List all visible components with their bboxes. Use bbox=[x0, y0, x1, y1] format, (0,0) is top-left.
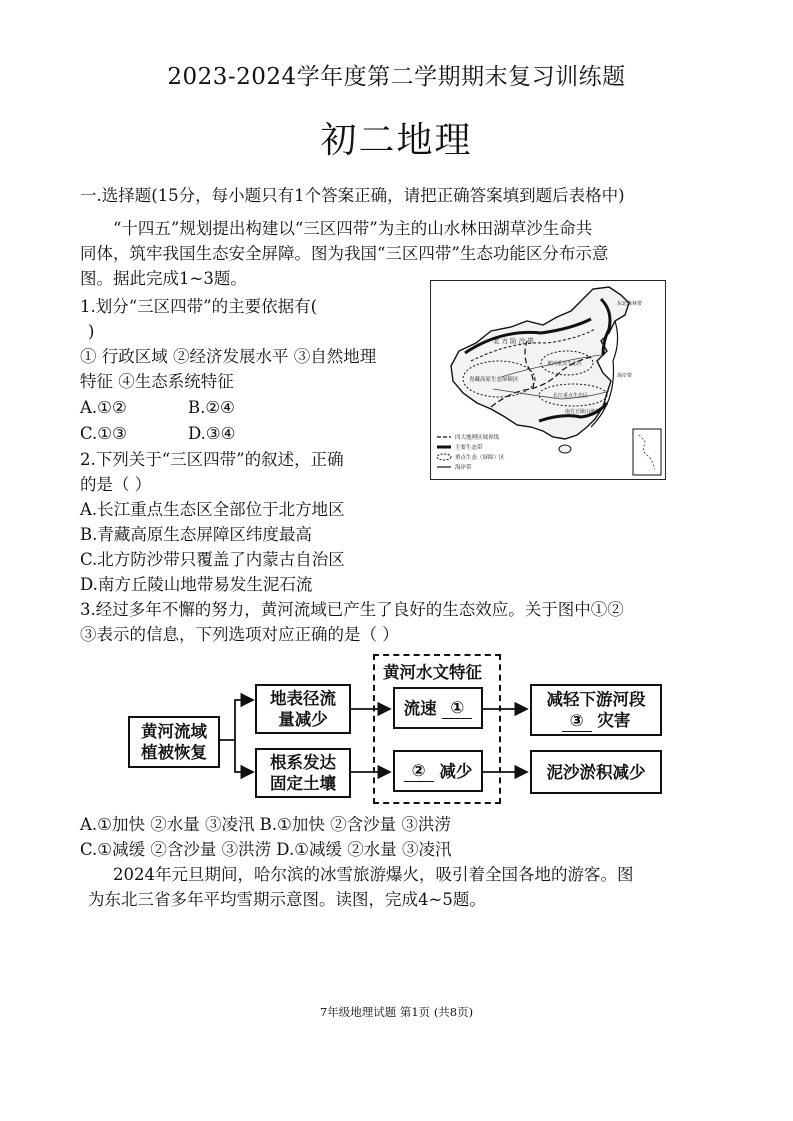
china-outline bbox=[451, 287, 629, 439]
q2-stem: 2.下列关于“三区四带”的叙述，正确 bbox=[80, 450, 344, 469]
map-label-south-hills: 南方丘陵山地带 bbox=[565, 409, 601, 415]
q2-option-d[interactable]: D.南方丘陵山地带易发生泥石流 bbox=[80, 575, 313, 594]
map-label-qinghai-tibet: 青藏高原生态屏障区 bbox=[469, 377, 519, 383]
flow-speed-box bbox=[393, 687, 483, 729]
runoff-line: 地表径流 bbox=[270, 689, 336, 708]
subject-title: 初二地理 bbox=[320, 120, 473, 161]
three-zones-four-belts-map bbox=[430, 280, 666, 480]
intro2-line: 2024年元旦期间，哈尔滨的冰雪旅游爆火，吸引着全国各地的游客。图 bbox=[113, 865, 634, 884]
runoff-line: 量减少 bbox=[278, 710, 328, 729]
blank-1[interactable]: ① bbox=[442, 697, 472, 719]
q1-statements: ① 行政区域 ②经济发展水平 ③自然地理 bbox=[80, 347, 377, 366]
flow-speed-label: 流速 bbox=[403, 698, 437, 718]
disaster-box bbox=[530, 684, 662, 736]
blank-2[interactable]: ② bbox=[404, 760, 434, 782]
q1-stem-paren: ) bbox=[88, 322, 95, 341]
start-line: 植被恢复 bbox=[141, 743, 207, 762]
q1-option-c[interactable]: C.①③ bbox=[80, 424, 127, 443]
reduced-box bbox=[393, 750, 483, 792]
q2-stem: 的是（ ） bbox=[80, 475, 152, 494]
sediment-label: 泥沙淤积减少 bbox=[546, 762, 646, 782]
page-footer: 7年级地理试题 第1页 (共8页) bbox=[319, 1005, 474, 1019]
start-line: 黄河流域 bbox=[141, 722, 207, 741]
start-box bbox=[128, 716, 220, 768]
map-label-coast: 海岸带 bbox=[617, 373, 633, 379]
q1-option-a[interactable]: A.①② bbox=[80, 398, 127, 417]
disaster-line1: 减轻下游河段 bbox=[546, 689, 646, 709]
map-label-northeast: 东北森林带 bbox=[617, 301, 643, 307]
intro-line: 图。据此完成1~3题。 bbox=[80, 269, 247, 288]
q2-option-c[interactable]: C.北方防沙带只覆盖了内蒙古自治区 bbox=[80, 550, 345, 569]
section-heading: 一.选择题(15分，每小题只有1个答案正确，请把正确答案填到题后表格中) bbox=[80, 186, 625, 205]
q3-options-ab[interactable]: A.①加快 ②水量 ③凌汛 B.①加快 ②含沙量 ③洪涝 bbox=[80, 815, 451, 834]
q1-stem: 1.划分“三区四带”的主要依据有( bbox=[80, 297, 318, 316]
q3-stem: 3.经过多年不懈的努力，黄河流域已产生了良好的生态效应。关于图中①② bbox=[80, 600, 624, 619]
q3-stem: ③表示的信息，下列选项对应正确的是（ ） bbox=[80, 625, 399, 644]
roots-line: 根系发达 bbox=[270, 753, 336, 772]
q1-option-d[interactable]: D.③④ bbox=[188, 424, 236, 443]
exam-title: 2023-2024学年度第二学期期末复习训练题 bbox=[167, 64, 626, 90]
svg-text:四大地理区域界线: 四大地理区域界线 bbox=[455, 435, 500, 441]
sediment-box bbox=[530, 750, 662, 794]
map-label-north-belt: 北 方 防 沙 带 bbox=[493, 337, 534, 345]
map-legend bbox=[437, 433, 505, 471]
map-label-yangtze: 长江重点生态区 bbox=[553, 393, 589, 399]
blank-3[interactable]: ③ bbox=[562, 710, 592, 732]
svg-text:主要生态带: 主要生态带 bbox=[455, 445, 483, 451]
roots-line: 固定土壤 bbox=[270, 774, 336, 793]
svg-text:海岸带: 海岸带 bbox=[455, 465, 472, 471]
q2-option-a[interactable]: A.长江重点生态区全部位于北方地区 bbox=[80, 500, 345, 519]
south-china-sea-inset bbox=[633, 429, 661, 475]
intro2-line: 为东北三省多年平均雪期示意图。读图，完成4~5题。 bbox=[88, 890, 486, 909]
map-label-yellow-river: 黄河重点生态区 bbox=[547, 361, 583, 367]
q3-options-cd[interactable]: C.①减缓 ②含沙量 ③洪涝 D.①减缓 ②水量 ③凌汛 bbox=[80, 840, 452, 859]
intro-line: 同体，筑牢我国生态安全屏障。图为我国“三区四带”生态功能区分布示意 bbox=[80, 244, 609, 263]
disaster-line2: 灾害 bbox=[597, 710, 631, 730]
svg-text:重点生态（屏障）区: 重点生态（屏障）区 bbox=[455, 455, 505, 461]
roots-box bbox=[255, 748, 351, 798]
q1-statements: 特征 ④生态系统特征 bbox=[80, 372, 234, 391]
intro-line: “十四五”规划提出构建以“三区四带”为主的山水林田湖草沙生命共 bbox=[113, 219, 593, 238]
runoff-box bbox=[255, 684, 351, 734]
q2-option-b[interactable]: B.青藏高原生态屏障区纬度最高 bbox=[80, 525, 312, 544]
reduced-label: 减少 bbox=[439, 761, 473, 781]
yellow-river-flow-diagram bbox=[125, 652, 670, 807]
q1-option-b[interactable]: B.②④ bbox=[188, 398, 235, 417]
hydro-features-title: 黄河水文特征 bbox=[383, 663, 482, 682]
